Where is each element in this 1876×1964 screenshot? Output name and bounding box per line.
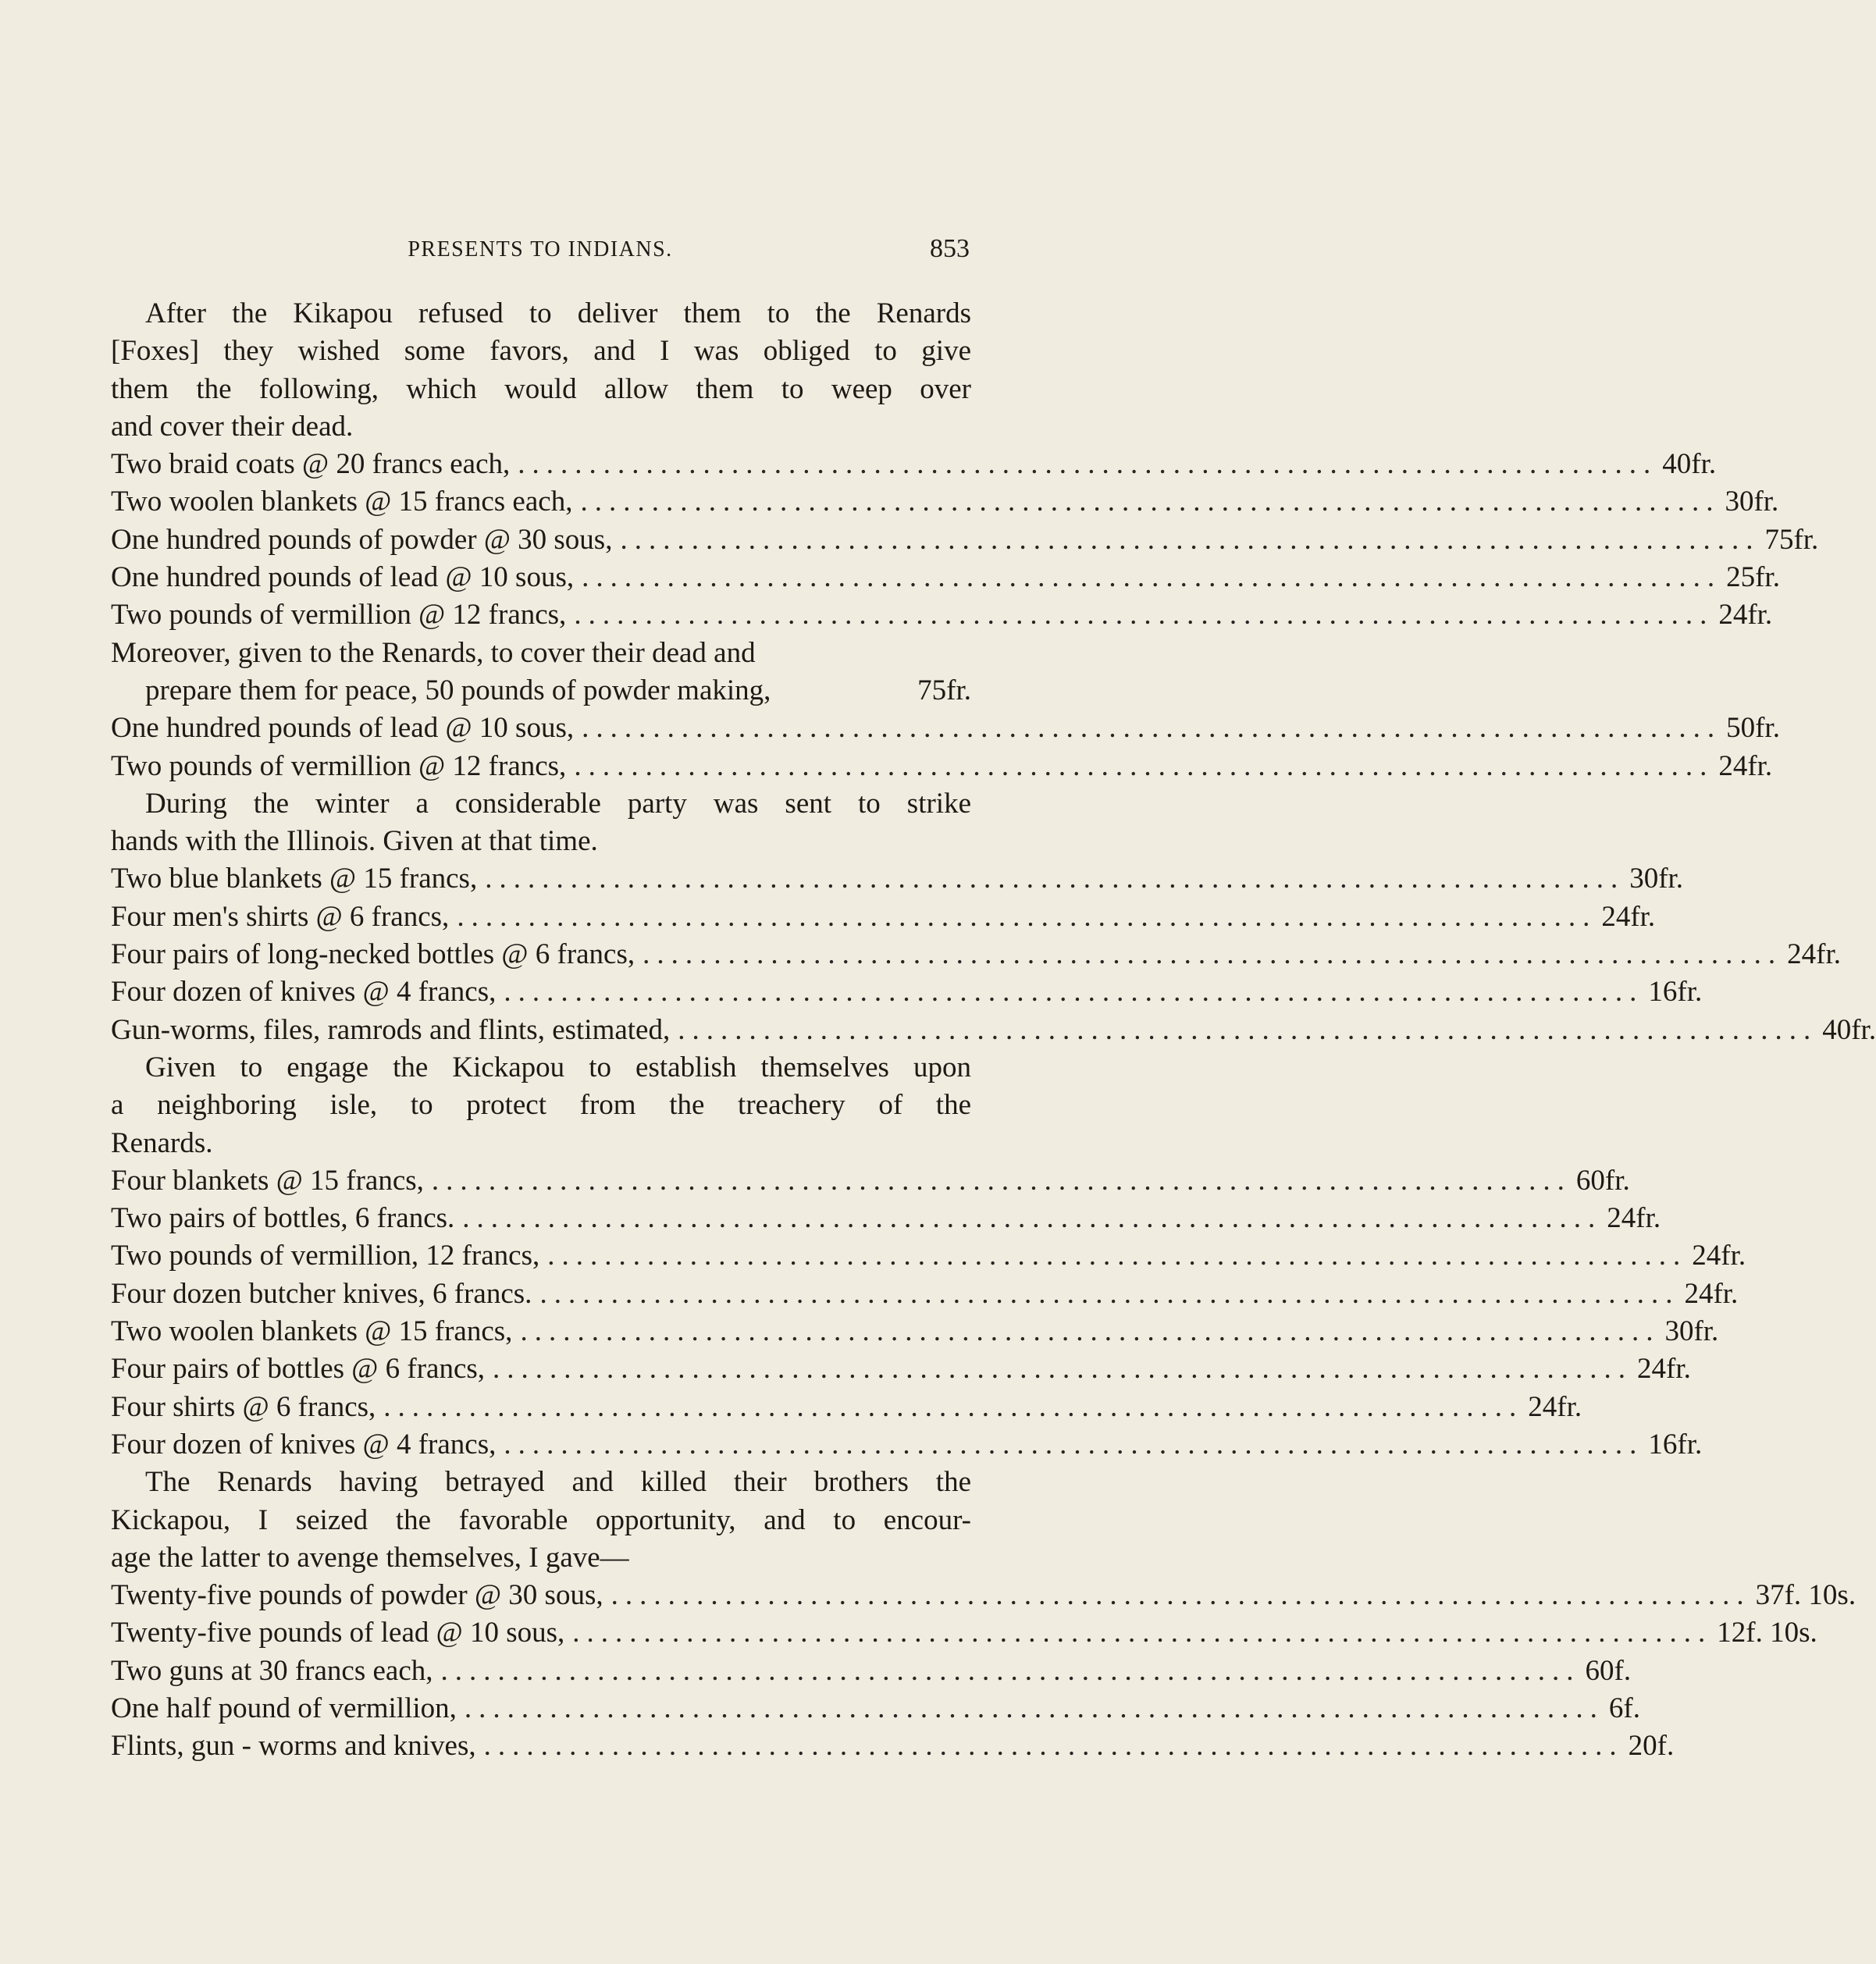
entry-item: Four blankets @ 15 francs, bbox=[111, 1164, 424, 1197]
dot-leader: ................................................................................ bbox=[431, 1164, 1572, 1197]
dot-leader: ................................................................................ bbox=[547, 1240, 1688, 1272]
entry-item: One hundred pounds of lead @ 10 sous, bbox=[111, 561, 575, 594]
entry-item: prepare them for peace, 50 pounds of powder making, bbox=[145, 674, 771, 706]
entry-amount: 16fr. bbox=[1648, 976, 1703, 1009]
paragraph-line: Moreover, given to the Renards, to cover their dead and bbox=[111, 636, 756, 669]
ledger-entry bbox=[111, 860, 1684, 898]
entry-amount: 75fr. bbox=[1764, 523, 1819, 556]
entry-amount: 12f. 10s. bbox=[1717, 1617, 1817, 1649]
dot-leader: ................................................................................ bbox=[678, 1013, 1818, 1046]
ledger-entry bbox=[111, 559, 1780, 596]
paragraph-line: and cover their dead. bbox=[111, 410, 354, 443]
entry-amount: 30fr. bbox=[1629, 863, 1684, 895]
page-body bbox=[111, 295, 1876, 1766]
entry-item: Two guns at 30 francs each, bbox=[111, 1654, 433, 1687]
paragraph-line: age the latter to avenge themselves, I gave— bbox=[111, 1541, 629, 1574]
entry-amount: 30fr. bbox=[1664, 1315, 1719, 1348]
dot-leader: ................................................................................ bbox=[493, 1353, 1633, 1386]
entry-item: Two braid coats @ 20 francs each, bbox=[111, 448, 511, 481]
entry-amount: 24fr. bbox=[1718, 749, 1773, 782]
ledger-entry bbox=[111, 936, 1841, 973]
dot-leader: ................................................................................ bbox=[504, 976, 1644, 1009]
dot-leader: ................................................................................ bbox=[620, 523, 1760, 556]
entry-item: Four pairs of bottles @ 6 francs, bbox=[111, 1353, 486, 1386]
entry-item: Four dozen of knives @ 4 francs, bbox=[111, 976, 497, 1009]
dot-leader: ................................................................................ bbox=[504, 1428, 1644, 1461]
ledger-entry bbox=[111, 1727, 1675, 1765]
ledger-entry bbox=[111, 1653, 1632, 1690]
entry-amount: 24fr. bbox=[1601, 900, 1656, 933]
paragraph-line: Renards. bbox=[111, 1126, 213, 1159]
entry-item: Twenty-five pounds of lead @ 10 sous, bbox=[111, 1617, 565, 1649]
ledger-entry bbox=[111, 1614, 1817, 1652]
paragraph-line: [Foxes] they wished some favors, and I was obliged to give bbox=[111, 335, 971, 368]
dot-leader: ................................................................................ bbox=[643, 938, 1783, 971]
entry-amount: 6f. bbox=[1608, 1692, 1640, 1724]
entry-amount: 16fr. bbox=[1648, 1428, 1703, 1461]
paragraph-line: a neighboring isle, to protect from the treachery of the bbox=[111, 1089, 971, 1122]
entry-item: Two pairs of bottles, 6 francs. bbox=[111, 1202, 455, 1235]
dot-leader: ................................................................................ bbox=[582, 712, 1722, 745]
dot-leader: ................................................................................ bbox=[572, 1617, 1713, 1649]
entry-item: Two pounds of vermillion, 12 francs, bbox=[111, 1240, 540, 1272]
entry-item: Twenty-five pounds of powder @ 30 sous, bbox=[111, 1579, 603, 1612]
dot-leader: ................................................................................ bbox=[485, 863, 1625, 895]
entry-item: One hundred pounds of lead @ 10 sous, bbox=[111, 712, 575, 745]
entry-item: Two blue blankets @ 15 francs, bbox=[111, 863, 478, 895]
entry-item: Four dozen butcher knives, 6 francs. bbox=[111, 1277, 532, 1310]
dot-leader: ................................................................................ bbox=[518, 448, 1658, 481]
entry-amount: 40fr. bbox=[1822, 1013, 1876, 1046]
entry-item: One half pound of vermillion, bbox=[111, 1692, 457, 1724]
entry-item: Flints, gun - worms and knives, bbox=[111, 1730, 476, 1763]
ledger-entry bbox=[111, 1237, 1746, 1275]
entry-amount: 20f. bbox=[1628, 1730, 1675, 1763]
entry-amount: 24fr. bbox=[1637, 1353, 1691, 1386]
ledger-entry bbox=[111, 672, 971, 710]
entry-amount: 24fr. bbox=[1607, 1202, 1661, 1235]
entry-amount: 24fr. bbox=[1787, 938, 1841, 971]
entry-amount: 24fr. bbox=[1692, 1240, 1746, 1272]
entry-item: Four dozen of knives @ 4 francs, bbox=[111, 1428, 497, 1461]
entry-item: Two woolen blankets @ 15 francs, bbox=[111, 1315, 513, 1348]
ledger-entry bbox=[111, 1200, 1661, 1237]
page-header bbox=[111, 234, 970, 273]
entry-amount: 75fr. bbox=[917, 674, 971, 706]
ledger-entry bbox=[111, 1350, 1691, 1388]
ledger-entry bbox=[111, 973, 1703, 1011]
entry-amount: 60f. bbox=[1585, 1654, 1632, 1687]
paragraph-line: During the winter a considerable party was sent to strike bbox=[145, 787, 971, 820]
page-number: 853 bbox=[930, 234, 970, 263]
paragraph-line: them the following, which would allow them to weep over bbox=[111, 372, 971, 405]
dot-leader: ................................................................................ bbox=[440, 1654, 1581, 1687]
entry-item: Two woolen blankets @ 15 francs each, bbox=[111, 486, 573, 518]
paragraph-line: hands with the Illinois. Given at that time. bbox=[111, 825, 598, 858]
entry-amount: 24fr. bbox=[1528, 1390, 1582, 1423]
ledger-entry bbox=[111, 748, 1773, 785]
entry-item: Gun-worms, files, ramrods and flints, estimated, bbox=[111, 1013, 671, 1046]
ledger-entry bbox=[111, 1162, 1630, 1200]
running-title: PRESENTS TO INDIANS. bbox=[408, 237, 673, 262]
entry-item: Two pounds of vermillion @ 12 francs, bbox=[111, 599, 567, 632]
entry-item: One hundred pounds of powder @ 30 sous, bbox=[111, 523, 613, 556]
entry-item: Two pounds of vermillion @ 12 francs, bbox=[111, 749, 567, 782]
dot-leader: ................................................................................ bbox=[611, 1579, 1751, 1612]
ledger-entry bbox=[111, 1389, 1582, 1426]
entry-amount: 24fr. bbox=[1684, 1277, 1739, 1310]
dot-leader: ................................................................................ bbox=[464, 1692, 1604, 1724]
ledger-entry bbox=[111, 521, 1819, 559]
paragraph-line: Given to engage the Kickapou to establish themselves upon bbox=[145, 1051, 971, 1083]
paragraph-line: The Renards having betrayed and killed their brothers the bbox=[145, 1466, 971, 1499]
ledger-entry bbox=[111, 483, 1779, 521]
entry-amount: 24fr. bbox=[1718, 599, 1773, 632]
dot-leader: ................................................................................ bbox=[462, 1202, 1603, 1235]
entry-amount: 25fr. bbox=[1726, 561, 1780, 594]
dot-leader: ................................................................................ bbox=[574, 599, 1714, 632]
dot-leader: ................................................................................ bbox=[539, 1277, 1680, 1310]
ledger-entry bbox=[111, 1426, 1703, 1464]
entry-item: Four pairs of long-necked bottles @ 6 francs, bbox=[111, 938, 635, 971]
entry-item: Four shirts @ 6 francs, bbox=[111, 1390, 376, 1423]
entry-amount: 60fr. bbox=[1575, 1164, 1630, 1197]
ledger-entry bbox=[111, 446, 1717, 483]
dot-leader: ................................................................................ bbox=[383, 1390, 1524, 1423]
ledger-entry bbox=[111, 710, 1780, 747]
ledger-entry bbox=[111, 1276, 1739, 1313]
entry-amount: 30fr. bbox=[1725, 486, 1779, 518]
entry-amount: 37f. 10s. bbox=[1755, 1579, 1856, 1612]
ledger-entry bbox=[111, 596, 1773, 634]
paragraph-line: After the Kikapou refused to deliver them to the Renards bbox=[145, 297, 971, 329]
entry-item: Four men's shirts @ 6 francs, bbox=[111, 900, 450, 933]
dot-leader: ................................................................................ bbox=[582, 561, 1722, 594]
ledger-entry bbox=[111, 1577, 1856, 1614]
entry-amount: 40fr. bbox=[1662, 448, 1717, 481]
dot-leader: ................................................................................ bbox=[520, 1315, 1661, 1348]
ledger-entry bbox=[111, 1690, 1640, 1727]
dot-leader: ................................................................................ bbox=[483, 1730, 1624, 1763]
dot-leader: ................................................................................ bbox=[580, 486, 1721, 518]
paragraph-line: Kickapou, I seized the favorable opportunity, and to encour- bbox=[111, 1503, 971, 1536]
dot-leader: ................................................................................ bbox=[457, 900, 1597, 933]
ledger-entry bbox=[111, 898, 1656, 936]
entry-amount: 50fr. bbox=[1726, 712, 1780, 745]
dot-leader: ................................................................................ bbox=[574, 749, 1714, 782]
ledger-entry bbox=[111, 1313, 1719, 1350]
ledger-entry bbox=[111, 1012, 1876, 1049]
